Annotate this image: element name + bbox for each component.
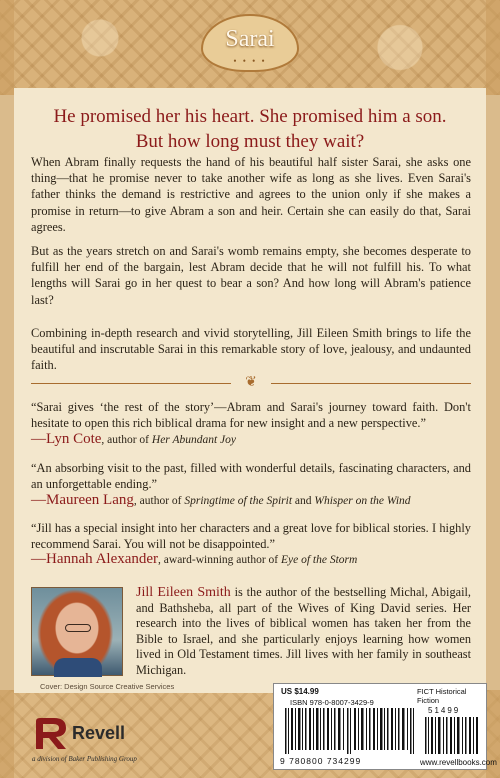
endorsement-attribution-2 — [31, 492, 411, 509]
barcode-box — [273, 683, 497, 770]
endorsement-attribution-3 — [31, 551, 357, 568]
publisher-logo — [32, 715, 202, 765]
author-bio-text: is the author of the bestselling Michal, Abigail, and Bathsheba, all part of the Wives of King David series. Her research into the lives of biblical women has taken her from the Bible to Israel, and she particularly enjoys learning how women lived in Old Testament times. Jill lives with her family in southeast Michigan. — [136, 585, 471, 677]
endorser-dash: — — [31, 431, 46, 447]
section-divider — [31, 377, 471, 391]
price-addon-number: 51499 — [428, 706, 461, 715]
endorser-role: , award-winning author of — [158, 554, 281, 566]
endorsement-quote-2: “An absorbing visit to the past, filled with wonderful details, fascinating characters, and an unforgettable ending.” — [31, 461, 471, 491]
glasses-shape — [65, 624, 91, 632]
shirt-shape — [54, 658, 102, 677]
author-name: Jill Eileen Smith — [136, 585, 231, 600]
author-bio — [136, 585, 471, 679]
endorsement-quote-1: “Sarai gives ‘the rest of the story’—Abram and Sarai's journey toward faith. Don't hesitate to open this rich biblical drama for new insight and a new perspective.” — [31, 400, 471, 430]
synopsis-paragraph-3: Combining in-depth research and vivid storytelling, Jill Eileen Smith brings to life the beautiful and inscrutable Sarai in this remarkable story of love, jealousy, and undaunted faith. — [31, 326, 471, 373]
synopsis-paragraph-1: When Abram finally requests the hand of his beautiful half sister Sarai, she asks one thing—that he promise never to take another wife as long as she lives. Even Sarai's father thinks the demand is restrictive and agrees to the union only if she makes a promise in return—to give Abram a son and heir. Certain she can easily do that, Sarai agrees. — [31, 155, 471, 234]
headline-line-2: But how long must they wait? — [135, 131, 365, 152]
endorser-name: Hannah Alexander — [46, 551, 159, 567]
barcode-bars — [283, 708, 415, 754]
endorser-dash: — — [31, 551, 46, 567]
endorsement-attribution-1 — [31, 431, 236, 448]
genre: FICT Historical Fiction — [417, 687, 467, 705]
headline — [20, 104, 480, 154]
headline-line-1: He promised her his heart. She promised him a son. — [53, 106, 447, 127]
left-border — [0, 0, 14, 778]
author-photo — [31, 587, 123, 676]
right-border — [486, 0, 500, 778]
publisher-website: www.revellbooks.com — [420, 758, 497, 767]
divider-line-left — [31, 383, 231, 384]
endorser-role: , author of — [133, 495, 185, 507]
cover-credit: Cover: Design Source Creative Services — [40, 682, 175, 691]
book-title: Sarai — [225, 26, 275, 52]
publisher-tagline: a division of Baker Publishing Group — [32, 755, 137, 763]
synopsis-paragraph-2: But as the years stretch on and Sarai's womb remains empty, she becomes desperate to fulfill her end of the bargain, lest Abram decide that he will not fulfill his. To what lengths will Sarai go in her quest to bear a son? And how long will Abram's patience last? — [31, 244, 471, 307]
isbn: ISBN 978-0-8007-3429-9 — [290, 698, 374, 707]
endorser-work-2: Whisper on the Wind — [314, 495, 411, 507]
endorser-name: Maureen Lang — [46, 492, 134, 508]
addon-barcode-bars — [424, 717, 480, 754]
endorser-dash: — — [31, 492, 46, 508]
price: US $14.99 — [281, 687, 319, 696]
publisher-name: Revell — [72, 723, 126, 743]
endorser-work: Springtime of the Spirit — [184, 495, 293, 507]
title-dots: • • • • — [233, 56, 267, 66]
fleuron-icon: ❦ — [245, 375, 257, 390]
revell-r-icon — [32, 715, 72, 753]
endorser-role-2: and — [292, 495, 315, 507]
ean-number: 9 780800 734299 — [280, 756, 362, 766]
endorsement-quote-3: “Jill has a special insight into her characters and a great love for biblical stories. I highly recommend Sarai. You will not be disappointed.” — [31, 521, 471, 551]
endorser-name: Lyn Cote — [46, 431, 102, 447]
endorser-role: , author of — [101, 434, 152, 446]
endorser-work: Eye of the Storm — [281, 554, 358, 566]
endorser-work: Her Abundant Joy — [151, 434, 236, 446]
divider-line-right — [271, 383, 471, 384]
